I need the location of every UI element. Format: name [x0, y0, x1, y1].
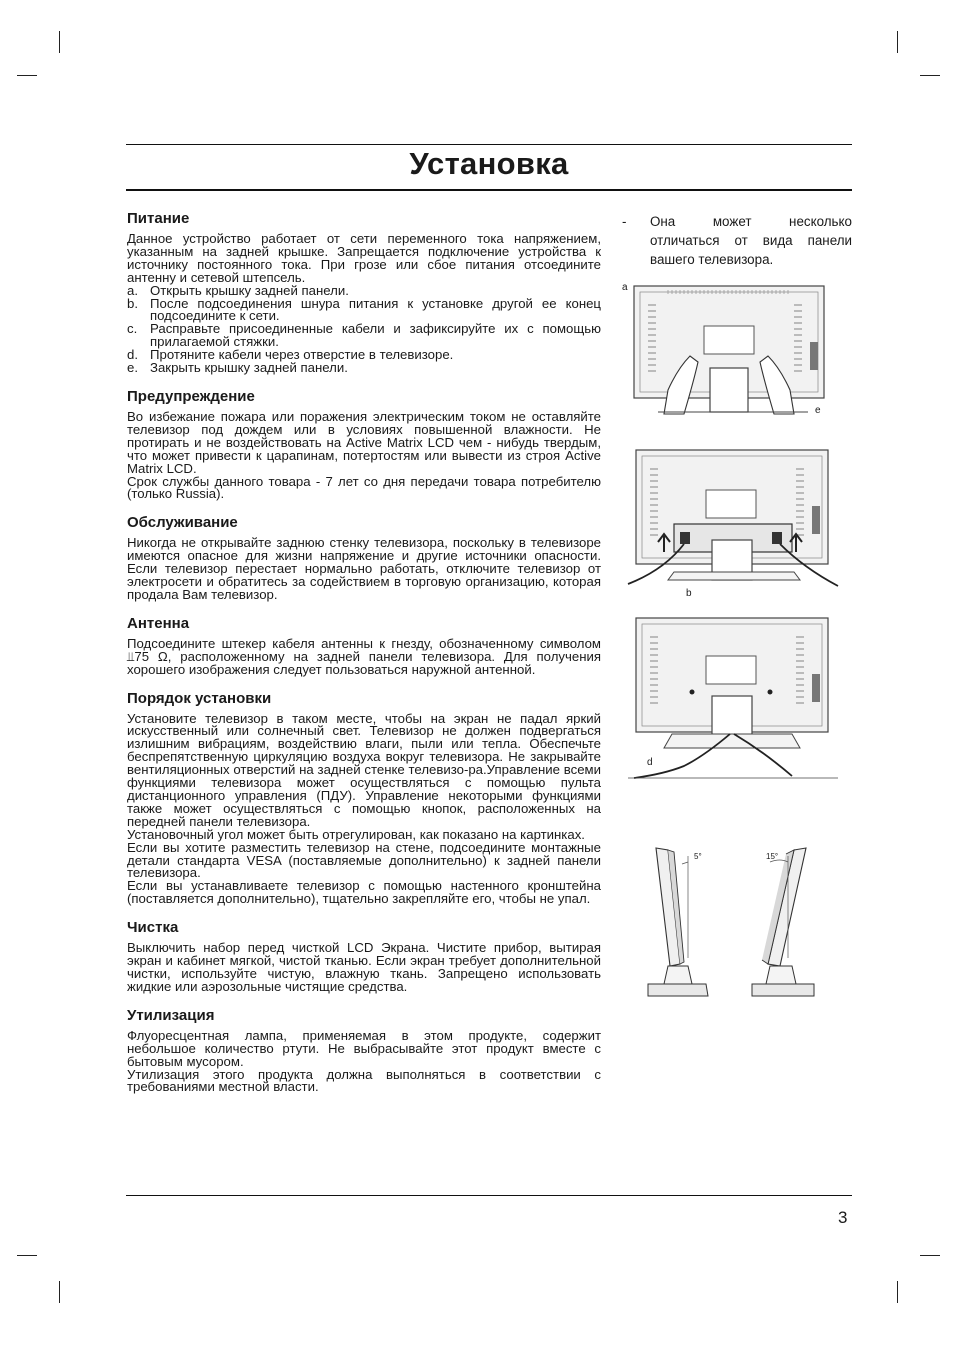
- section-paragraph: Данное устройство работает от сети переменного тока напряжением, указанным на задней крышке. Запрещается подключение устройства к источнику постоянного тока. При грозе или сбое питания отсоедините антенну и сетевой штепсель.: [127, 231, 601, 285]
- figure-rear-closed: [624, 616, 842, 784]
- section: [127, 615, 601, 677]
- page-title: Установка: [409, 146, 569, 181]
- title-bottom-rule: [126, 189, 852, 191]
- step-marker: c.: [127, 321, 138, 337]
- section-heading: Обслуживание: [127, 514, 238, 532]
- section: [127, 210, 601, 375]
- section-paragraph: Выключить набор перед чисткой LCD Экрана. Чистите прибор, вытирая экран и кабинет мягкой, чистой тканью. Если экран требует дополнительной чистки, используйте чистую, влажную ткань. Запрещено использовать жидкие или аэрозольные чистящие средства.: [127, 940, 601, 994]
- crop-mark: [17, 75, 37, 76]
- step-text: Закрыть крышку задней панели.: [150, 360, 348, 376]
- figure-rear-cables: [624, 448, 842, 598]
- note-dash: -: [622, 214, 627, 229]
- figure-label-d: d: [647, 757, 653, 768]
- section: [127, 919, 601, 994]
- section-paragraph: Во избежание пожара или поражения электрическим током не оставляйте телевизор под дождем или в условиях повышенной влажности. Не протирать и не воздействовать на Active Matrix LCD чем - нибудь твердым, что может привести к царапинам, потертостям или вывести из строя Active Matrix LCD.: [127, 408, 601, 476]
- title-top-rule: [126, 144, 852, 145]
- step-text: Расправьте присоединенные кабели и зафиксируйте их с помощью прилагаемой стяжки.: [150, 321, 601, 350]
- section-paragraph: Никогда не открывайте заднюю стенку телевизора, поскольку в телевизоре имеются опасное для жизни напряжение и другие источники опасности. Если телевизор перестает нормально работать, отключите телевизор от электросети и обратитесь за содействием в торговую организацию, которая продала Вам телевизор.: [127, 535, 601, 602]
- step-marker: a.: [127, 282, 138, 298]
- figure-label-b: b: [686, 588, 692, 599]
- step-text: После подсоединения шнура питания к установке другой ее конец подсоедините к сети.: [150, 295, 601, 324]
- figure-rear-cover: [618, 282, 833, 422]
- step-marker: d.: [127, 347, 138, 363]
- angle-forward-label: 5°: [694, 852, 702, 861]
- crop-mark: [897, 1281, 898, 1303]
- section-paragraph: Утилизация этого продукта должна выполняться в соответствии с требованиями местной власти.: [127, 1066, 601, 1095]
- section-paragraph: Флуоресцентная лампа, применяемая в этом продукте, содержит небольшое количество ртути. Не выбрасывайте этот продукт вместе с бытовым мусором.: [127, 1027, 601, 1069]
- crop-mark: [920, 1255, 940, 1256]
- panel-note: [622, 212, 852, 269]
- section-paragraph: Срок службы данного товара - 7 лет со дня передачи товара потребителю (только Russia).: [127, 473, 601, 502]
- section-heading: Утилизация: [127, 1006, 215, 1024]
- section: [127, 1007, 601, 1095]
- crop-mark: [897, 31, 898, 53]
- crop-mark: [59, 31, 60, 53]
- section: [127, 690, 601, 907]
- section-paragraph: Установите телевизор в таком месте, чтобы на экран не падал яркий искусственный или солнечный свет. Телевизор не должен подвергаться излишним вибрациям, воздействию влаги, пыли или тепла. Обеспечьте беспрепятственную циркуляцию воздуха вокруг телевизора. Не закрывайте вентиляционных отверстий на задней стенке телевизо-ра.Управление всеми функциями телевизора может осуществляться с помощью пульта дистанционного управления (ПДУ). Управление некоторыми функциями также может осуществляться с помощью кнопок, расположенных на передней панели телевизора.: [127, 710, 601, 829]
- figure-tilt-angles: [644, 846, 824, 1002]
- step-item: [127, 295, 601, 324]
- note-text: Она может несколько отличаться от вида панели вашего телевизора.: [650, 214, 852, 267]
- step-text: Протяните кабели через отверстие в телевизоре.: [150, 347, 454, 363]
- section-heading: Чистка: [127, 919, 179, 937]
- section-heading: Питание: [127, 210, 190, 227]
- crop-mark: [59, 1281, 60, 1303]
- section: [127, 514, 601, 602]
- section-paragraph: Подсоедините штекер кабеля антенны к гнезду, обозначенному символом ⫫75 Ω, расположенному на задней панели телевизора. Для получения хорошего изображения следует пользоваться наружной антенной.: [127, 635, 601, 677]
- step-marker: b.: [127, 295, 138, 311]
- main-text-column: [127, 210, 601, 1107]
- figure-label-e: e: [815, 405, 821, 416]
- section-heading: Предупреждение: [127, 387, 255, 405]
- angle-back-label: 15°: [766, 852, 779, 861]
- section-paragraph: Если вы устанавливаете телевизор с помощью настенного кронштейна (поставляется дополнительно), тщательно закрепляйте его, чтобы не упал.: [127, 878, 601, 907]
- section-paragraph: Установочный угол может быть отрегулирован, как показано на картинках.: [127, 826, 585, 842]
- tilt-backward-view: [752, 848, 814, 996]
- section-paragraph: Если вы хотите разместить телевизор на стене, подсоедините монтажные детали стандарта VESA (поставляемые дополнительно) к задней панели телевизора.: [127, 839, 601, 881]
- crop-mark: [17, 1255, 37, 1256]
- section-heading: Антенна: [127, 614, 190, 632]
- step-item: [127, 362, 601, 375]
- tilt-forward-view: [648, 848, 708, 996]
- step-item: [127, 323, 601, 349]
- footer-rule: [126, 1195, 852, 1196]
- step-list: [127, 282, 601, 376]
- page-number: 3: [838, 1208, 848, 1227]
- section-heading: Порядок установки: [127, 689, 272, 707]
- crop-mark: [920, 75, 940, 76]
- step-text: Открыть крышку задней панели.: [150, 282, 349, 298]
- step-marker: e.: [127, 360, 138, 376]
- section: [127, 388, 601, 501]
- figure-label-a: a: [622, 282, 628, 293]
